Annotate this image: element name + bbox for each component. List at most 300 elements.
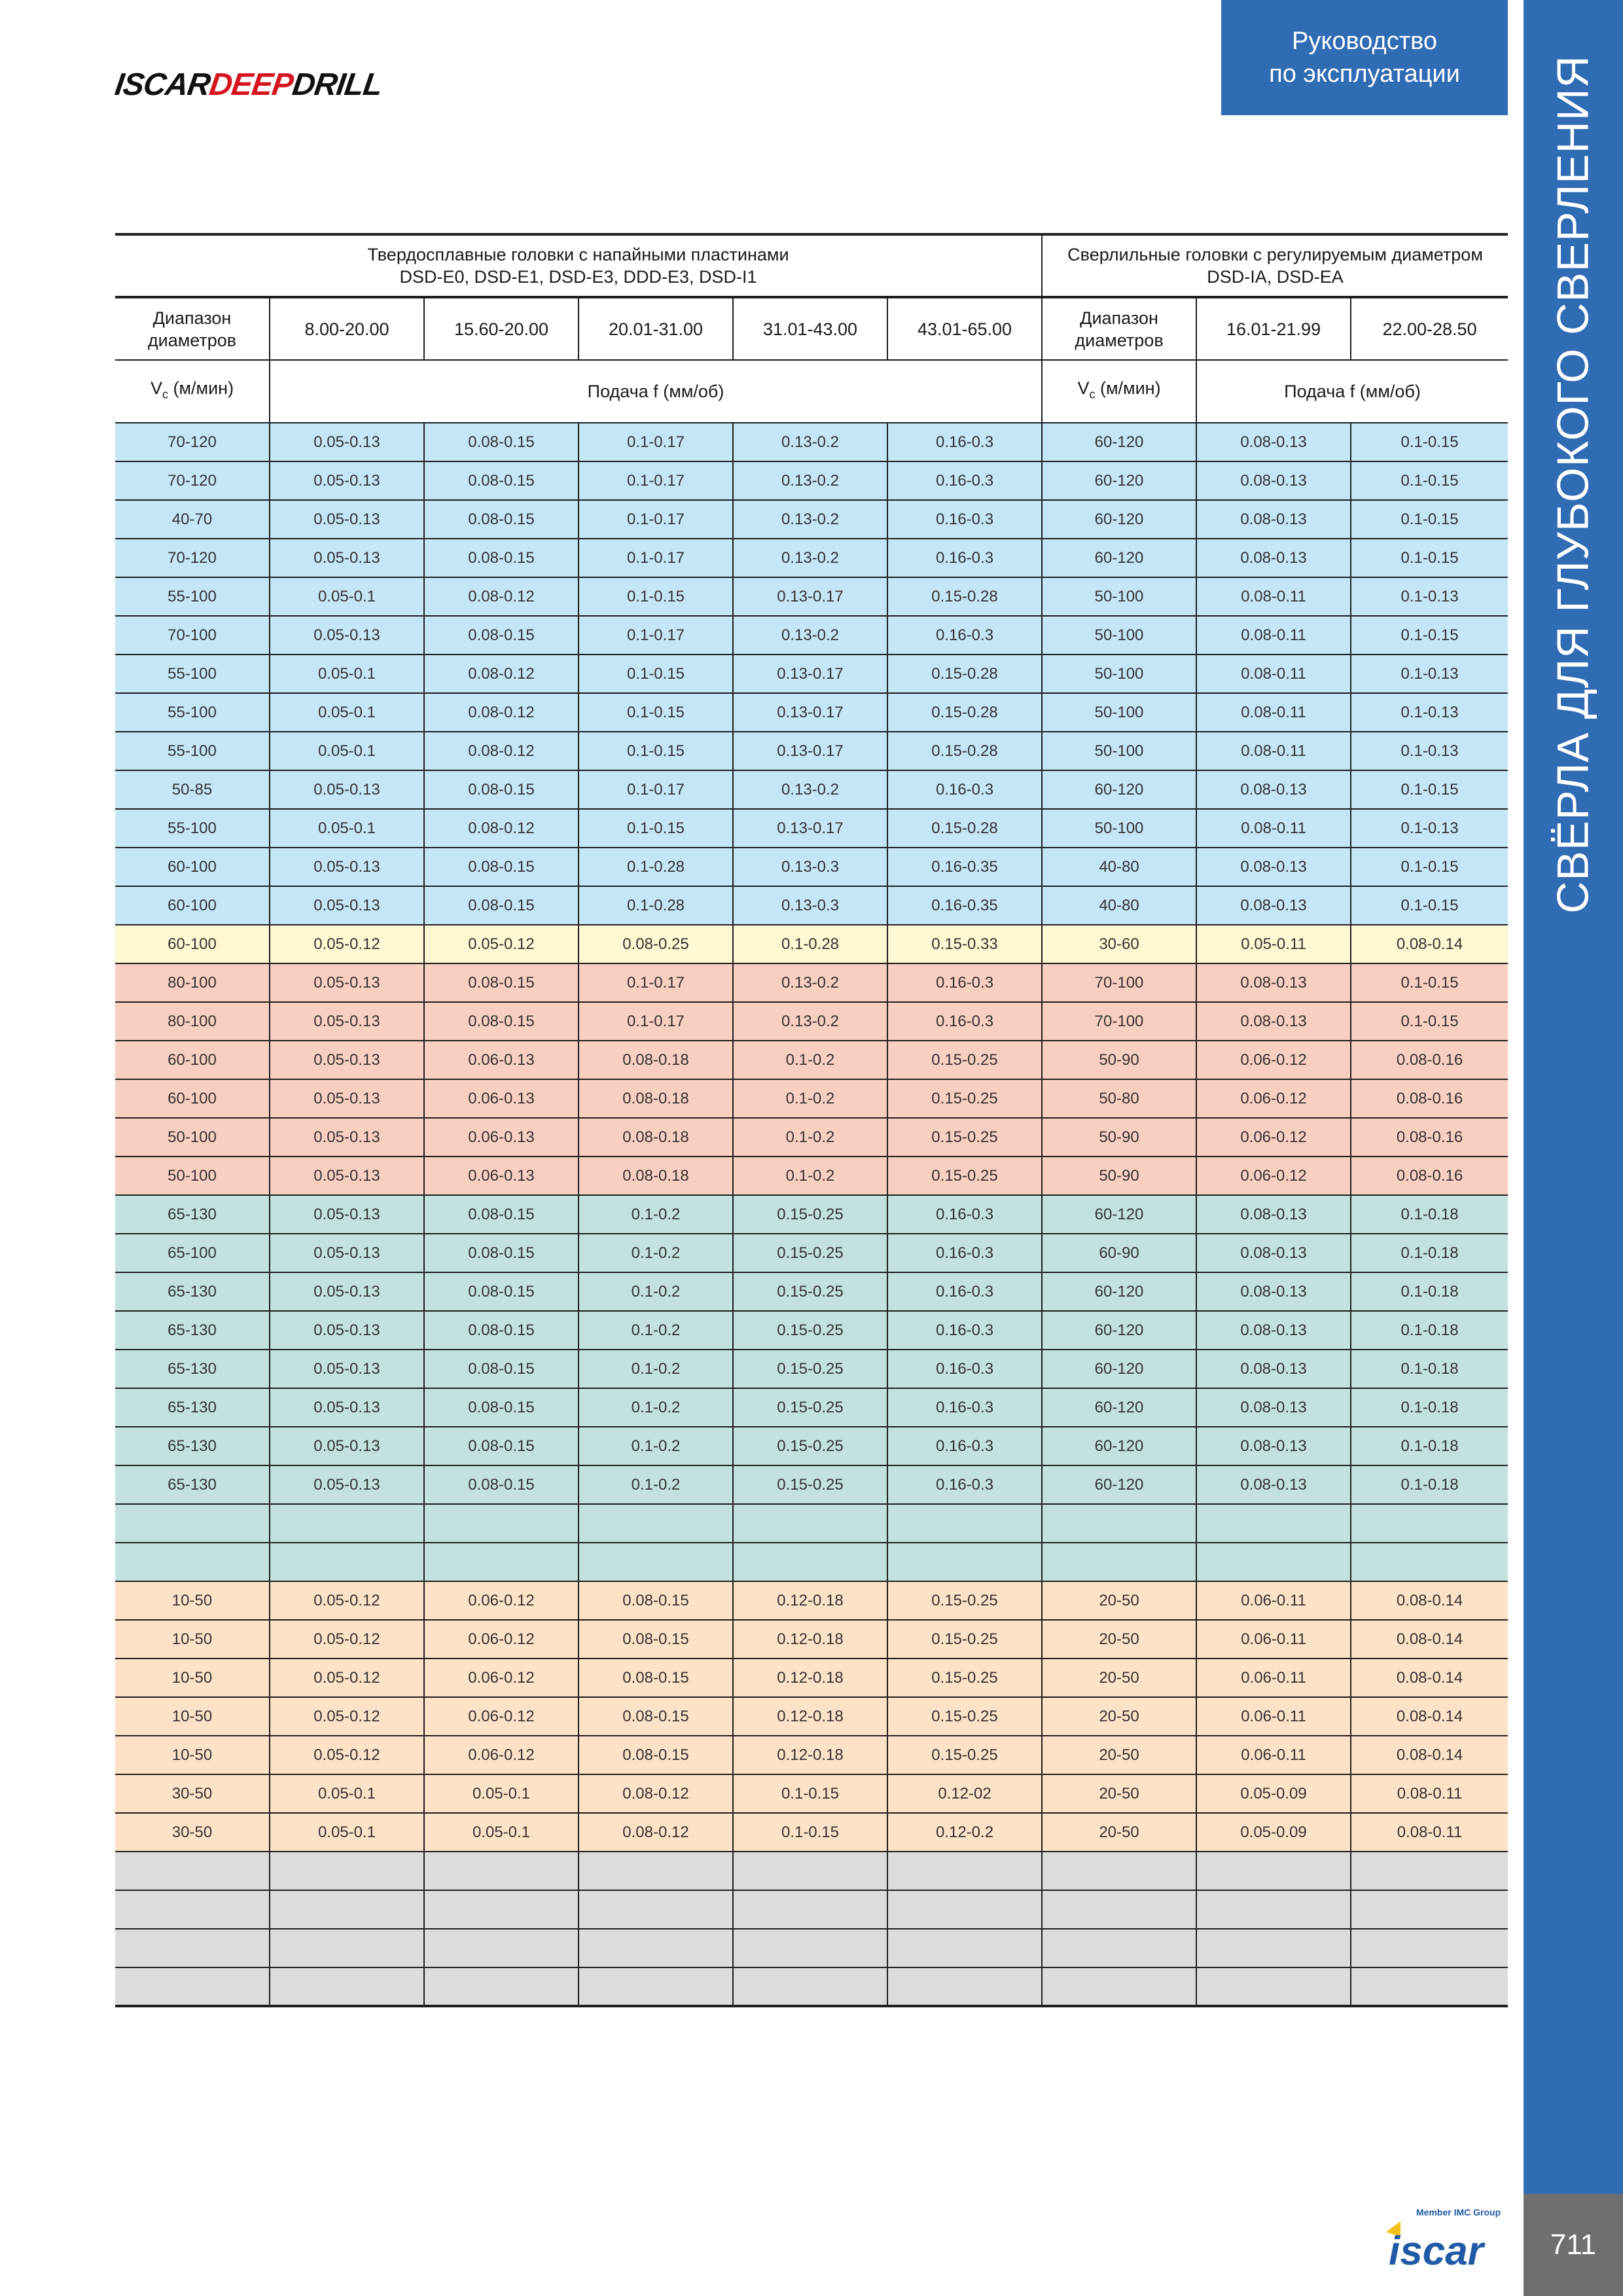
table-cell: 60-120 xyxy=(1042,1388,1196,1427)
table-row xyxy=(115,1929,1508,1967)
table-cell: 30-50 xyxy=(115,1774,270,1813)
table-cell xyxy=(887,1929,1042,1967)
table-cell: 0.16-0.3 xyxy=(887,461,1042,500)
table-cell: 0.08-0.13 xyxy=(1196,1272,1351,1311)
table-cell: 0.15-0.25 xyxy=(887,1697,1042,1736)
table-row xyxy=(115,886,1508,925)
table-cell: 0.08-0.15 xyxy=(424,423,579,461)
table-cell xyxy=(1351,1929,1508,1967)
table-cell: 0.08-0.14 xyxy=(1351,1620,1508,1659)
table-cell: 0.05-0.13 xyxy=(270,423,424,461)
table-cell xyxy=(270,1852,424,1890)
table-cell: 0.06-0.13 xyxy=(424,1041,579,1079)
table-cell xyxy=(424,1929,579,1967)
table-cell: 55-100 xyxy=(115,809,270,848)
table-cell: 0.08-0.16 xyxy=(1351,1157,1508,1195)
table-cell xyxy=(1196,1852,1351,1890)
table-cell: 20-50 xyxy=(1042,1774,1196,1813)
table-cell: 0.08-0.18 xyxy=(579,1118,733,1157)
table-cell: 0.1-0.28 xyxy=(579,848,733,886)
table-cell: 0.05-0.13 xyxy=(270,848,424,886)
range-label-2: Диапазон диаметров xyxy=(1042,297,1196,360)
table-cell: 0.05-0.13 xyxy=(270,539,424,577)
table-cell: 0.05-0.13 xyxy=(270,1002,424,1041)
table-cell: 0.1-0.28 xyxy=(733,925,887,963)
table-row xyxy=(115,1311,1508,1350)
table-cell: 0.15-0.25 xyxy=(887,1659,1042,1697)
manual-title-line1: Руководство xyxy=(1291,27,1438,55)
manual-title-line2: по эксплуатации xyxy=(1269,60,1460,88)
logo-drill-text: DRILL xyxy=(290,67,385,102)
table-row xyxy=(115,963,1508,1002)
table-cell: 0.1-0.13 xyxy=(1351,577,1508,616)
table-cell: 0.16-0.3 xyxy=(887,963,1042,1002)
table-cell: 50-100 xyxy=(1042,616,1196,655)
table-cell xyxy=(424,1543,579,1581)
table-cell: 0.1-0.2 xyxy=(733,1118,887,1157)
table-cell: 0.08-0.13 xyxy=(1196,963,1351,1002)
table-cell: 0.08-0.15 xyxy=(424,500,579,539)
table-cell: 30-50 xyxy=(115,1813,270,1852)
table-cell xyxy=(1351,1852,1508,1890)
header-row-groups xyxy=(115,234,1508,297)
table-cell: 50-90 xyxy=(1042,1041,1196,1079)
table-cell: 0.1-0.2 xyxy=(579,1427,733,1465)
table-cell: 0.1-0.18 xyxy=(1351,1465,1508,1504)
table-cell: 0.08-0.15 xyxy=(424,1465,579,1504)
table-cell xyxy=(1196,1504,1351,1543)
table-row xyxy=(115,848,1508,886)
table-cell: 0.1-0.17 xyxy=(579,616,733,655)
table-cell xyxy=(733,1504,887,1543)
table-cell: 0.05-0.13 xyxy=(270,886,424,925)
table-cell: 0.1-0.13 xyxy=(1351,809,1508,848)
table-row xyxy=(115,461,1508,500)
table-cell: 0.08-0.12 xyxy=(579,1813,733,1852)
table-cell: 20-50 xyxy=(1042,1659,1196,1697)
table-cell: 0.05-0.13 xyxy=(270,1427,424,1465)
table-cell: 0.06-0.11 xyxy=(1196,1581,1351,1620)
table-cell: 60-120 xyxy=(1042,1311,1196,1350)
table-cell: 0.1-0.15 xyxy=(1351,616,1508,655)
table-row xyxy=(115,1581,1508,1620)
table-cell: 0.06-0.12 xyxy=(1196,1118,1351,1157)
table-cell: 0.08-0.12 xyxy=(424,693,579,732)
table-cell: 0.16-0.3 xyxy=(887,423,1042,461)
table-cell: 0.05-0.09 xyxy=(1196,1813,1351,1852)
range-label-1: Диапазон диаметров xyxy=(115,297,270,360)
table-cell: 0.05-0.13 xyxy=(270,1350,424,1388)
table-cell: 60-120 xyxy=(1042,1195,1196,1234)
table-row xyxy=(115,1427,1508,1465)
table-cell: 0.1-0.17 xyxy=(579,423,733,461)
table-cell: 0.06-0.13 xyxy=(424,1157,579,1195)
table-cell: 0.05-0.13 xyxy=(270,1157,424,1195)
table-cell: 0.1-0.17 xyxy=(579,461,733,500)
table-cell: 0.08-0.11 xyxy=(1196,732,1351,770)
table-cell: 0.1-0.15 xyxy=(1351,500,1508,539)
table-cell: 0.08-0.12 xyxy=(579,1774,733,1813)
group2-title-line2: DSD-IA, DSD-EA xyxy=(1207,267,1344,287)
table-cell: 0.1-0.2 xyxy=(733,1041,887,1079)
table-row xyxy=(115,1272,1508,1311)
table-cell: 65-130 xyxy=(115,1465,270,1504)
table-cell: 0.1-0.28 xyxy=(579,886,733,925)
table-row xyxy=(115,1465,1508,1504)
table-cell: 0.06-0.13 xyxy=(424,1118,579,1157)
table-cell: 0.1-0.18 xyxy=(1351,1234,1508,1272)
table-cell: 65-130 xyxy=(115,1195,270,1234)
table-cell xyxy=(1196,1929,1351,1967)
table-cell: 60-120 xyxy=(1042,1465,1196,1504)
brand-name-text: iscar xyxy=(1389,2229,1484,2270)
table-row xyxy=(115,1041,1508,1079)
table-cell: 0.08-0.15 xyxy=(579,1697,733,1736)
table-row xyxy=(115,1813,1508,1852)
table-cell: 0.05-0.12 xyxy=(270,1620,424,1659)
table-cell: 0.08-0.25 xyxy=(579,925,733,963)
table-cell: 0.1-0.15 xyxy=(1351,539,1508,577)
table-cell: 50-100 xyxy=(1042,655,1196,693)
table-cell: 0.1-0.18 xyxy=(1351,1195,1508,1234)
table-cell: 0.08-0.14 xyxy=(1351,1697,1508,1736)
table-cell: 0.1-0.17 xyxy=(579,539,733,577)
table-cell: 0.12-0.18 xyxy=(733,1736,887,1774)
table-cell: 0.08-0.11 xyxy=(1196,693,1351,732)
table-cell: 0.08-0.14 xyxy=(1351,1581,1508,1620)
table-cell: 0.16-0.3 xyxy=(887,1350,1042,1388)
group1-header xyxy=(115,234,1042,297)
table-cell: 0.1-0.2 xyxy=(579,1311,733,1350)
table-cell: 0.13-0.2 xyxy=(733,1002,887,1041)
table-cell: 0.1-0.2 xyxy=(733,1157,887,1195)
table-cell: 0.1-0.15 xyxy=(1351,848,1508,886)
table-cell: 10-50 xyxy=(115,1697,270,1736)
table-row xyxy=(115,1543,1508,1581)
table-cell: 40-80 xyxy=(1042,848,1196,886)
table-cell: 0.13-0.17 xyxy=(733,577,887,616)
member-imc-text: Member IMC Group xyxy=(1416,2207,1501,2217)
table-cell: 0.05-0.13 xyxy=(270,1234,424,1272)
table-cell: 0.15-0.25 xyxy=(733,1195,887,1234)
table-cell: 0.13-0.17 xyxy=(733,655,887,693)
table-row xyxy=(115,1350,1508,1388)
table-cell: 0.1-0.18 xyxy=(1351,1311,1508,1350)
table-cell: 0.06-0.11 xyxy=(1196,1659,1351,1697)
table-cell: 0.15-0.28 xyxy=(887,693,1042,732)
table-cell xyxy=(115,1504,270,1543)
table-cell: 0.1-0.18 xyxy=(1351,1427,1508,1465)
table-cell: 20-50 xyxy=(1042,1736,1196,1774)
table-cell: 0.08-0.12 xyxy=(424,577,579,616)
table-cell: 0.05-0.13 xyxy=(270,500,424,539)
table-row xyxy=(115,616,1508,655)
table-row xyxy=(115,1157,1508,1195)
table-cell: 20-50 xyxy=(1042,1813,1196,1852)
table-cell: 0.08-0.11 xyxy=(1196,809,1351,848)
table-cell: 0.08-0.15 xyxy=(579,1620,733,1659)
table-row xyxy=(115,1620,1508,1659)
table-cell: 40-80 xyxy=(1042,886,1196,925)
table-cell xyxy=(579,1967,733,2006)
group1-title-line2: DSD-E0, DSD-E1, DSD-E3, DDD-E3, DSD-I1 xyxy=(399,267,757,287)
table-row xyxy=(115,423,1508,461)
table-cell xyxy=(579,1890,733,1929)
table-cell xyxy=(115,1890,270,1929)
table-cell: 10-50 xyxy=(115,1736,270,1774)
table-cell: 65-130 xyxy=(115,1350,270,1388)
table-cell: 0.05-0.12 xyxy=(270,925,424,963)
table-cell: 0.16-0.3 xyxy=(887,1272,1042,1311)
table-cell: 55-100 xyxy=(115,577,270,616)
table-cell: 0.1-0.17 xyxy=(579,500,733,539)
table-cell: 80-100 xyxy=(115,1002,270,1041)
table-cell: 60-120 xyxy=(1042,539,1196,577)
table-cell: 0.08-0.15 xyxy=(424,1272,579,1311)
table-cell: 0.08-0.15 xyxy=(424,1350,579,1388)
table-row xyxy=(115,500,1508,539)
table-cell xyxy=(1196,1543,1351,1581)
table-cell: 0.1-0.17 xyxy=(579,1002,733,1041)
table-cell: 0.08-0.13 xyxy=(1196,539,1351,577)
table-cell: 0.1-0.2 xyxy=(579,1388,733,1427)
table-cell: 60-120 xyxy=(1042,1350,1196,1388)
table-cell: 0.08-0.11 xyxy=(1351,1813,1508,1852)
vc-label-2: $V_c$ (м/мин) xyxy=(1042,360,1196,423)
table-cell: 0.16-0.3 xyxy=(887,1311,1042,1350)
table-cell: 0.08-0.13 xyxy=(1196,1465,1351,1504)
table-cell: 0.15-0.28 xyxy=(887,577,1042,616)
table-cell: 50-80 xyxy=(1042,1079,1196,1118)
table-cell: 0.16-0.3 xyxy=(887,616,1042,655)
group2-header xyxy=(1042,234,1508,297)
table-cell: 0.1-0.15 xyxy=(733,1774,887,1813)
table-cell: 0.15-0.25 xyxy=(887,1581,1042,1620)
table-cell: 0.06-0.12 xyxy=(1196,1041,1351,1079)
table-cell: 0.1-0.2 xyxy=(733,1079,887,1118)
table-cell: 0.1-0.2 xyxy=(579,1272,733,1311)
table-cell: 0.13-0.2 xyxy=(733,461,887,500)
table-cell: 0.05-0.09 xyxy=(1196,1774,1351,1813)
table-cell: 80-100 xyxy=(115,963,270,1002)
table-cell: 0.08-0.15 xyxy=(424,886,579,925)
table-cell: 0.05-0.12 xyxy=(424,925,579,963)
table-cell: 0.1-0.15 xyxy=(579,655,733,693)
table-cell: 10-50 xyxy=(115,1659,270,1697)
table-cell: 65-130 xyxy=(115,1427,270,1465)
table-cell xyxy=(1042,1929,1196,1967)
table-cell: 0.1-0.15 xyxy=(733,1813,887,1852)
table-cell: 50-100 xyxy=(1042,732,1196,770)
table-cell: 0.08-0.16 xyxy=(1351,1079,1508,1118)
table-cell: 60-100 xyxy=(115,925,270,963)
table-cell: 0.15-0.25 xyxy=(887,1620,1042,1659)
table-cell: 0.08-0.18 xyxy=(579,1079,733,1118)
table-cell: 0.15-0.25 xyxy=(887,1118,1042,1157)
table-cell xyxy=(424,1890,579,1929)
table-row xyxy=(115,925,1508,963)
table-cell: 0.13-0.2 xyxy=(733,770,887,809)
table-cell xyxy=(424,1967,579,2006)
table-cell: 0.08-0.13 xyxy=(1196,1002,1351,1041)
diameter-header: 15.60-20.00 xyxy=(424,297,579,360)
logo-deep-text: DEEP xyxy=(207,67,295,102)
table-cell: 60-120 xyxy=(1042,1272,1196,1311)
table-cell: 50-100 xyxy=(115,1118,270,1157)
table-cell: 0.08-0.15 xyxy=(424,1002,579,1041)
table-cell: 0.1-0.15 xyxy=(579,809,733,848)
table-cell: 0.05-0.11 xyxy=(1196,925,1351,963)
table-cell: 0.08-0.15 xyxy=(424,1388,579,1427)
table-row xyxy=(115,1002,1508,1041)
table-cell: 0.12-0.18 xyxy=(733,1697,887,1736)
table-cell: 0.08-0.15 xyxy=(424,616,579,655)
table-cell xyxy=(733,1890,887,1929)
diameter-header: 31.01-43.00 xyxy=(733,297,887,360)
table-cell: 0.08-0.13 xyxy=(1196,1350,1351,1388)
table-cell: 0.1-0.2 xyxy=(579,1350,733,1388)
iscar-deep-drill-logo xyxy=(113,67,385,102)
table-cell: 0.08-0.11 xyxy=(1351,1774,1508,1813)
manual-header-box xyxy=(1221,0,1508,115)
table-cell: 0.06-0.12 xyxy=(424,1736,579,1774)
table-cell: 0.05-0.1 xyxy=(270,693,424,732)
table-cell: 0.05-0.13 xyxy=(270,616,424,655)
table-cell: 0.08-0.14 xyxy=(1351,925,1508,963)
table-cell: 0.1-0.2 xyxy=(579,1465,733,1504)
table-cell: 0.16-0.3 xyxy=(887,1465,1042,1504)
diameter-header: 20.01-31.00 xyxy=(579,297,733,360)
table-cell: 0.08-0.13 xyxy=(1196,848,1351,886)
table-cell: 0.15-0.25 xyxy=(887,1079,1042,1118)
table-cell: 0.05-0.13 xyxy=(270,963,424,1002)
table-cell: 70-120 xyxy=(115,539,270,577)
table-cell: 0.13-0.3 xyxy=(733,848,887,886)
table-cell: 50-90 xyxy=(1042,1157,1196,1195)
table-cell: 0.1-0.13 xyxy=(1351,655,1508,693)
table-cell: 50-100 xyxy=(115,1157,270,1195)
table-cell: 0.12-0.18 xyxy=(733,1659,887,1697)
table-cell: 0.12-0.18 xyxy=(733,1581,887,1620)
group2-title-line1: Сверлильные головки с регулируемым диаметром xyxy=(1067,245,1483,264)
table-row xyxy=(115,1659,1508,1697)
table-cell: 70-120 xyxy=(115,423,270,461)
table-row xyxy=(115,1967,1508,2006)
table-cell: 60-120 xyxy=(1042,423,1196,461)
table-cell: 0.05-0.1 xyxy=(270,809,424,848)
table-cell xyxy=(1042,1890,1196,1929)
side-title: СВЁРЛА ДЛЯ ГЛУБОКОГО СВЕРЛЕНИЯ xyxy=(1548,55,1599,914)
table-cell: 0.15-0.28 xyxy=(887,732,1042,770)
table-cell xyxy=(887,1890,1042,1929)
table-cell: 0.1-0.18 xyxy=(1351,1272,1508,1311)
table-cell: 0.12-0.2 xyxy=(887,1813,1042,1852)
table-cell: 65-130 xyxy=(115,1311,270,1350)
table-cell: 0.15-0.33 xyxy=(887,925,1042,963)
table-cell: 70-100 xyxy=(1042,963,1196,1002)
table-cell: 0.06-0.13 xyxy=(424,1079,579,1118)
table-cell: 0.16-0.3 xyxy=(887,500,1042,539)
table-cell: 0.08-0.11 xyxy=(1196,655,1351,693)
table-cell xyxy=(733,1852,887,1890)
table-cell xyxy=(115,1852,270,1890)
table-cell: 0.06-0.12 xyxy=(424,1659,579,1697)
table-cell: 0.1-0.17 xyxy=(579,963,733,1002)
iscar-brand-logo xyxy=(1386,2217,1508,2270)
table-cell: 0.08-0.15 xyxy=(424,1195,579,1234)
table-cell: 0.15-0.25 xyxy=(733,1427,887,1465)
table-row xyxy=(115,770,1508,809)
table-cell: 0.08-0.18 xyxy=(579,1157,733,1195)
table-row xyxy=(115,1504,1508,1543)
table-cell: 0.1-0.15 xyxy=(1351,423,1508,461)
table-cell: 60-120 xyxy=(1042,500,1196,539)
table-cell xyxy=(115,1967,270,2006)
table-cell: 60-120 xyxy=(1042,461,1196,500)
table-cell: 0.08-0.13 xyxy=(1196,770,1351,809)
table-cell: 0.08-0.14 xyxy=(1351,1659,1508,1697)
table-cell: 60-120 xyxy=(1042,1427,1196,1465)
table-cell: 0.1-0.13 xyxy=(1351,693,1508,732)
table-cell xyxy=(424,1852,579,1890)
table-cell: 0.15-0.25 xyxy=(733,1311,887,1350)
table-cell: 0.08-0.13 xyxy=(1196,461,1351,500)
table-row xyxy=(115,1388,1508,1427)
table-cell: 0.06-0.11 xyxy=(1196,1736,1351,1774)
table-cell: 0.05-0.1 xyxy=(424,1774,579,1813)
table-cell: 0.12-0.18 xyxy=(733,1620,887,1659)
table-cell xyxy=(270,1543,424,1581)
group1-title-line1: Твердосплавные головки с напайными пластинами xyxy=(367,245,789,264)
table-cell xyxy=(887,1543,1042,1581)
table-cell: 0.06-0.11 xyxy=(1196,1697,1351,1736)
table-cell: 0.1-0.2 xyxy=(579,1234,733,1272)
table-cell: 0.16-0.3 xyxy=(887,1195,1042,1234)
table-cell: 0.15-0.25 xyxy=(887,1041,1042,1079)
table-cell xyxy=(1196,1890,1351,1929)
table-cell xyxy=(1351,1967,1508,2006)
table-cell xyxy=(115,1543,270,1581)
table-cell: 50-90 xyxy=(1042,1118,1196,1157)
table-cell: 0.1-0.15 xyxy=(1351,963,1508,1002)
table-cell: 0.1-0.18 xyxy=(1351,1350,1508,1388)
table-cell: 20-50 xyxy=(1042,1697,1196,1736)
table-cell xyxy=(1042,1967,1196,2006)
table-cell: 20-50 xyxy=(1042,1581,1196,1620)
table-cell: 0.08-0.13 xyxy=(1196,500,1351,539)
table-row xyxy=(115,1118,1508,1157)
table-cell: 0.08-0.16 xyxy=(1351,1041,1508,1079)
table-cell: 0.15-0.25 xyxy=(733,1465,887,1504)
table-cell: 0.15-0.25 xyxy=(887,1736,1042,1774)
table-cell xyxy=(733,1543,887,1581)
table-cell: 50-100 xyxy=(1042,693,1196,732)
table-cell: 70-120 xyxy=(115,461,270,500)
table-cell: 65-100 xyxy=(115,1234,270,1272)
table-cell: 0.05-0.13 xyxy=(270,1079,424,1118)
header-row-units xyxy=(115,360,1508,423)
table-cell: 0.05-0.1 xyxy=(270,732,424,770)
table-cell: 0.05-0.12 xyxy=(270,1659,424,1697)
table-cell: 0.06-0.11 xyxy=(1196,1620,1351,1659)
table-cell: 0.05-0.12 xyxy=(270,1697,424,1736)
page-number-text: 711 xyxy=(1550,2229,1597,2261)
table-cell: 0.1-0.15 xyxy=(1351,461,1508,500)
table-cell: 0.16-0.35 xyxy=(887,848,1042,886)
page-number xyxy=(1524,2194,1623,2296)
table-cell: 0.13-0.2 xyxy=(733,539,887,577)
table-cell xyxy=(270,1890,424,1929)
